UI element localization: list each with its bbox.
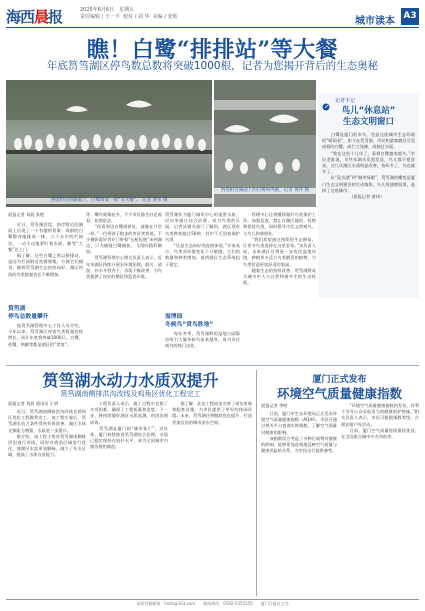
sidebar-title: 鸟儿“休息站” 生态文明窗口 [341,106,396,127]
article-byline: 晨报记者 刘晨 张艳 [8,212,45,217]
bottom-left-body-c: 据了解，此次工程同步完善了周边景观和配套设施，为市民提供了更好的休闲环境。未来，筼筜湖还将继续优化提升，打造更加宜居的城市滨水空间。 [172,401,252,425]
col3-subtitle: 湿博园 冬候鸟“赏鸟胜地” [165,314,214,328]
bottom-left-byline: 晨报记者 刘晨 通讯员 王明 [8,401,59,406]
article-col4-body: 管理中心还将继续做好鸟类保护工作，加强巡查，禁止在湖区捕鱼、投喂和惊扰鸟类，同时倡导市民文明观鸟，与鸟儿和谐相处。 “我们希望通过持续的生态修复，让更多鸟类选择在这里安家。”该负责人说，未来湖区还将进一步优化湿地环境，种植更多适合鸟类栖息的植物，为鸟类营造更加舒适的家园。 随着生态的持续改善，筼筜湖将成为城市中人与自然和谐共生的生动样板。 [243,212,316,286]
section-name: 城市读本 [355,16,395,27]
egret-photo-left [6,80,212,207]
article-col3-body: 筼筜湖作为厦门城市中心的重要水体，近年来通过综合治理，成为鸟类的乐园。记者从相关部门了解到，湖区现有鸟类种类超过50种，其中不乏国家保护鸟类。 “这是生态向好的直接体现。”专家表示，鸟类对环境变化十分敏感，它们的数量和种类增加，说明湖区生态系统趋于稳定。 [165,212,240,267]
bottom-divider [256,370,257,596]
col1-subtitle: 筼筜湖 停鸟总数量攀升 [8,306,49,320]
bottom-left-body-b: 工程负责人表示，施工过程中克服了多项困难，确保了工程质量和进度。下一步，将持续做好湖区水质监测，巩固治理成效。 筼筜湖是厦门的“城市客厅”，近年来，厦门持续推进筼筜湖综合治理，水质已稳定保持在较好水平，成为全国城市内湖治理的典范。 [90,401,168,450]
reporter-notes-badge: 记者手记 [335,98,356,104]
egret-photo-left-image [6,80,212,207]
bottom-right-byline: 晨报记者 李明 [261,403,288,408]
main-headline: 瞧！白鹭“排排站”等大餐 [86,37,339,63]
pen-icon [322,96,332,104]
photo-left-caption: 西堤附近的湖面上，白鹭排成一排“等大餐”。 记者 黄伟 摄 [6,198,212,204]
article-col1-body2: 据筼筜湖管理中心工作人员介绍，今年以来，筼筜湖区停留鸟类数量持续增长，预计年底将突破1000只。白鹭、夜鹭、鸬鹚等都是湖区的“常客”。 [8,323,83,347]
main-subhead: 年底筼筜湖区停鸟数总数将突破1000根，记者为您揭开背后的生态奥秘 [46,60,379,72]
masthead [6,6,419,28]
issue-meta: 2025年6月6日 星期五 责任编辑 / 王一平 校对 / 刘 华 美编 / 张辉 [80,7,178,20]
newspaper-logo: 海西晨报 [6,8,63,26]
bottom-right-kicker: 厦门正式发布 [312,375,367,385]
bottom-right-body-a: 日前，厦门市生态环境局正式发布环境空气质量健康指数（AQHI），市民可通过相关平台查询实时指数，了解空气质量对健康的影响。 该指数综合考虑了多种污染物对健康的影响，能够更加直观地反映空气质量与健康风险的关系，为市民出行提供参考。 [261,411,337,454]
bottom-left-headline: 筼筜湖水动力水质双提升 [42,371,219,390]
article-col2-body: 等，鹭鸟聚集较多，不少市民都会驻足观看、拍照留念。 “你看那边白鹭排着队，就像在开会一样。”一位带孩子散步的市民笑着说。不少摄影爱好者专门带着“长枪短炮”来到湖边，只为捕捉白鹭捕鱼、飞翔的精彩瞬间。 筼筜湖管理中心相关负责人表示，近年来湖区持续开展水环境治理，截污、清淤、补水多管齐下，水质不断改善，为鸟类提供了良好的栖息和觅食环境。 [86,212,162,280]
page-footer: 本版投稿邮箱：hxcb@163.com 新闻热线：0592-5555555 厦门日报社主办 [6,599,419,607]
bottom-right-body-b: “环境空气质量健康指数的发布，有利于引导公众采取适当的健康防护措施。”相关负责人表示，市民可根据指数等级，合理安排户外活动。 目前，厦门空气质量持续保持优良，在全国重点城市中名列前茅。 [341,403,419,440]
page-number: A3 [401,8,419,25]
photo-right-caption: 西堤附近湖面上的白鹭和鸬鹚。记者 黄伟 摄 [214,188,316,194]
bottom-left-subhead: 筼筜湖南侧排洪沟改线及鸡角区优化工程完工 [60,390,201,398]
egret-photo-right [214,80,316,207]
article-col1-body: 近日，筼筜湖西堤、南岸附近的湖面上出现了一个有趣的景象：成群的白鹭整齐地排成一排，立于水中的拦网边，一动不动地紧盯着水面，静等“大餐”送上门。 据了解，这些白鹭之所以排排站，是因为拦网附近鱼群聚集，方便它们捕食。随着筼筜湖生态持续向好，湖区停留的鸟类数量也在不断增加。 [8,222,83,277]
sidebar-body: 白鹭是厦门的市鸟，也是这座城市生态环境的“晴雨表”。如今在筼筜湖，市民和游客随处可见成群的白鹭，或伫立浅滩，或掠过水面。 “我在这里十几年了，看着白鹭越来越多。”市民老陈说，早些年湖水发黑发臭，鸟儿都不愿意来，这几年湖区水质明显改善，鱼虾多了，鸟也就多了。 从“臭水湖”到“城市绿肺”，筼筜湖的蝶变是厦门生态文明建设的生动缩影。鸟儿用翅膀投票，选择了这座城市。 （晨报记者 黄伟） [322,132,415,200]
section-divider [6,365,419,366]
article-col3-body2: 每年冬季，筼筜湖畔的湿地公园都会吸引大量冬候鸟前来越冬，成为市民观鸟的热门去处。 [165,331,240,349]
bottom-left-body-a: 近日，筼筜湖南侧排洪沟改线及鸡角区优化工程顺利完工。该工程实施后，筼筜湖水动力条件得到有效改善，湖区水体交换能力增强，水质进一步提升。 据介绍，该工程主要对筼筜湖南侧排洪沟进行改线，同时对鸡角区域进行优化，使湖区水流更加顺畅，减少了死水区域，提高了水体自净能力。 [8,409,86,458]
bottom-right-headline: 环境空气质量健康指数 [276,386,402,401]
